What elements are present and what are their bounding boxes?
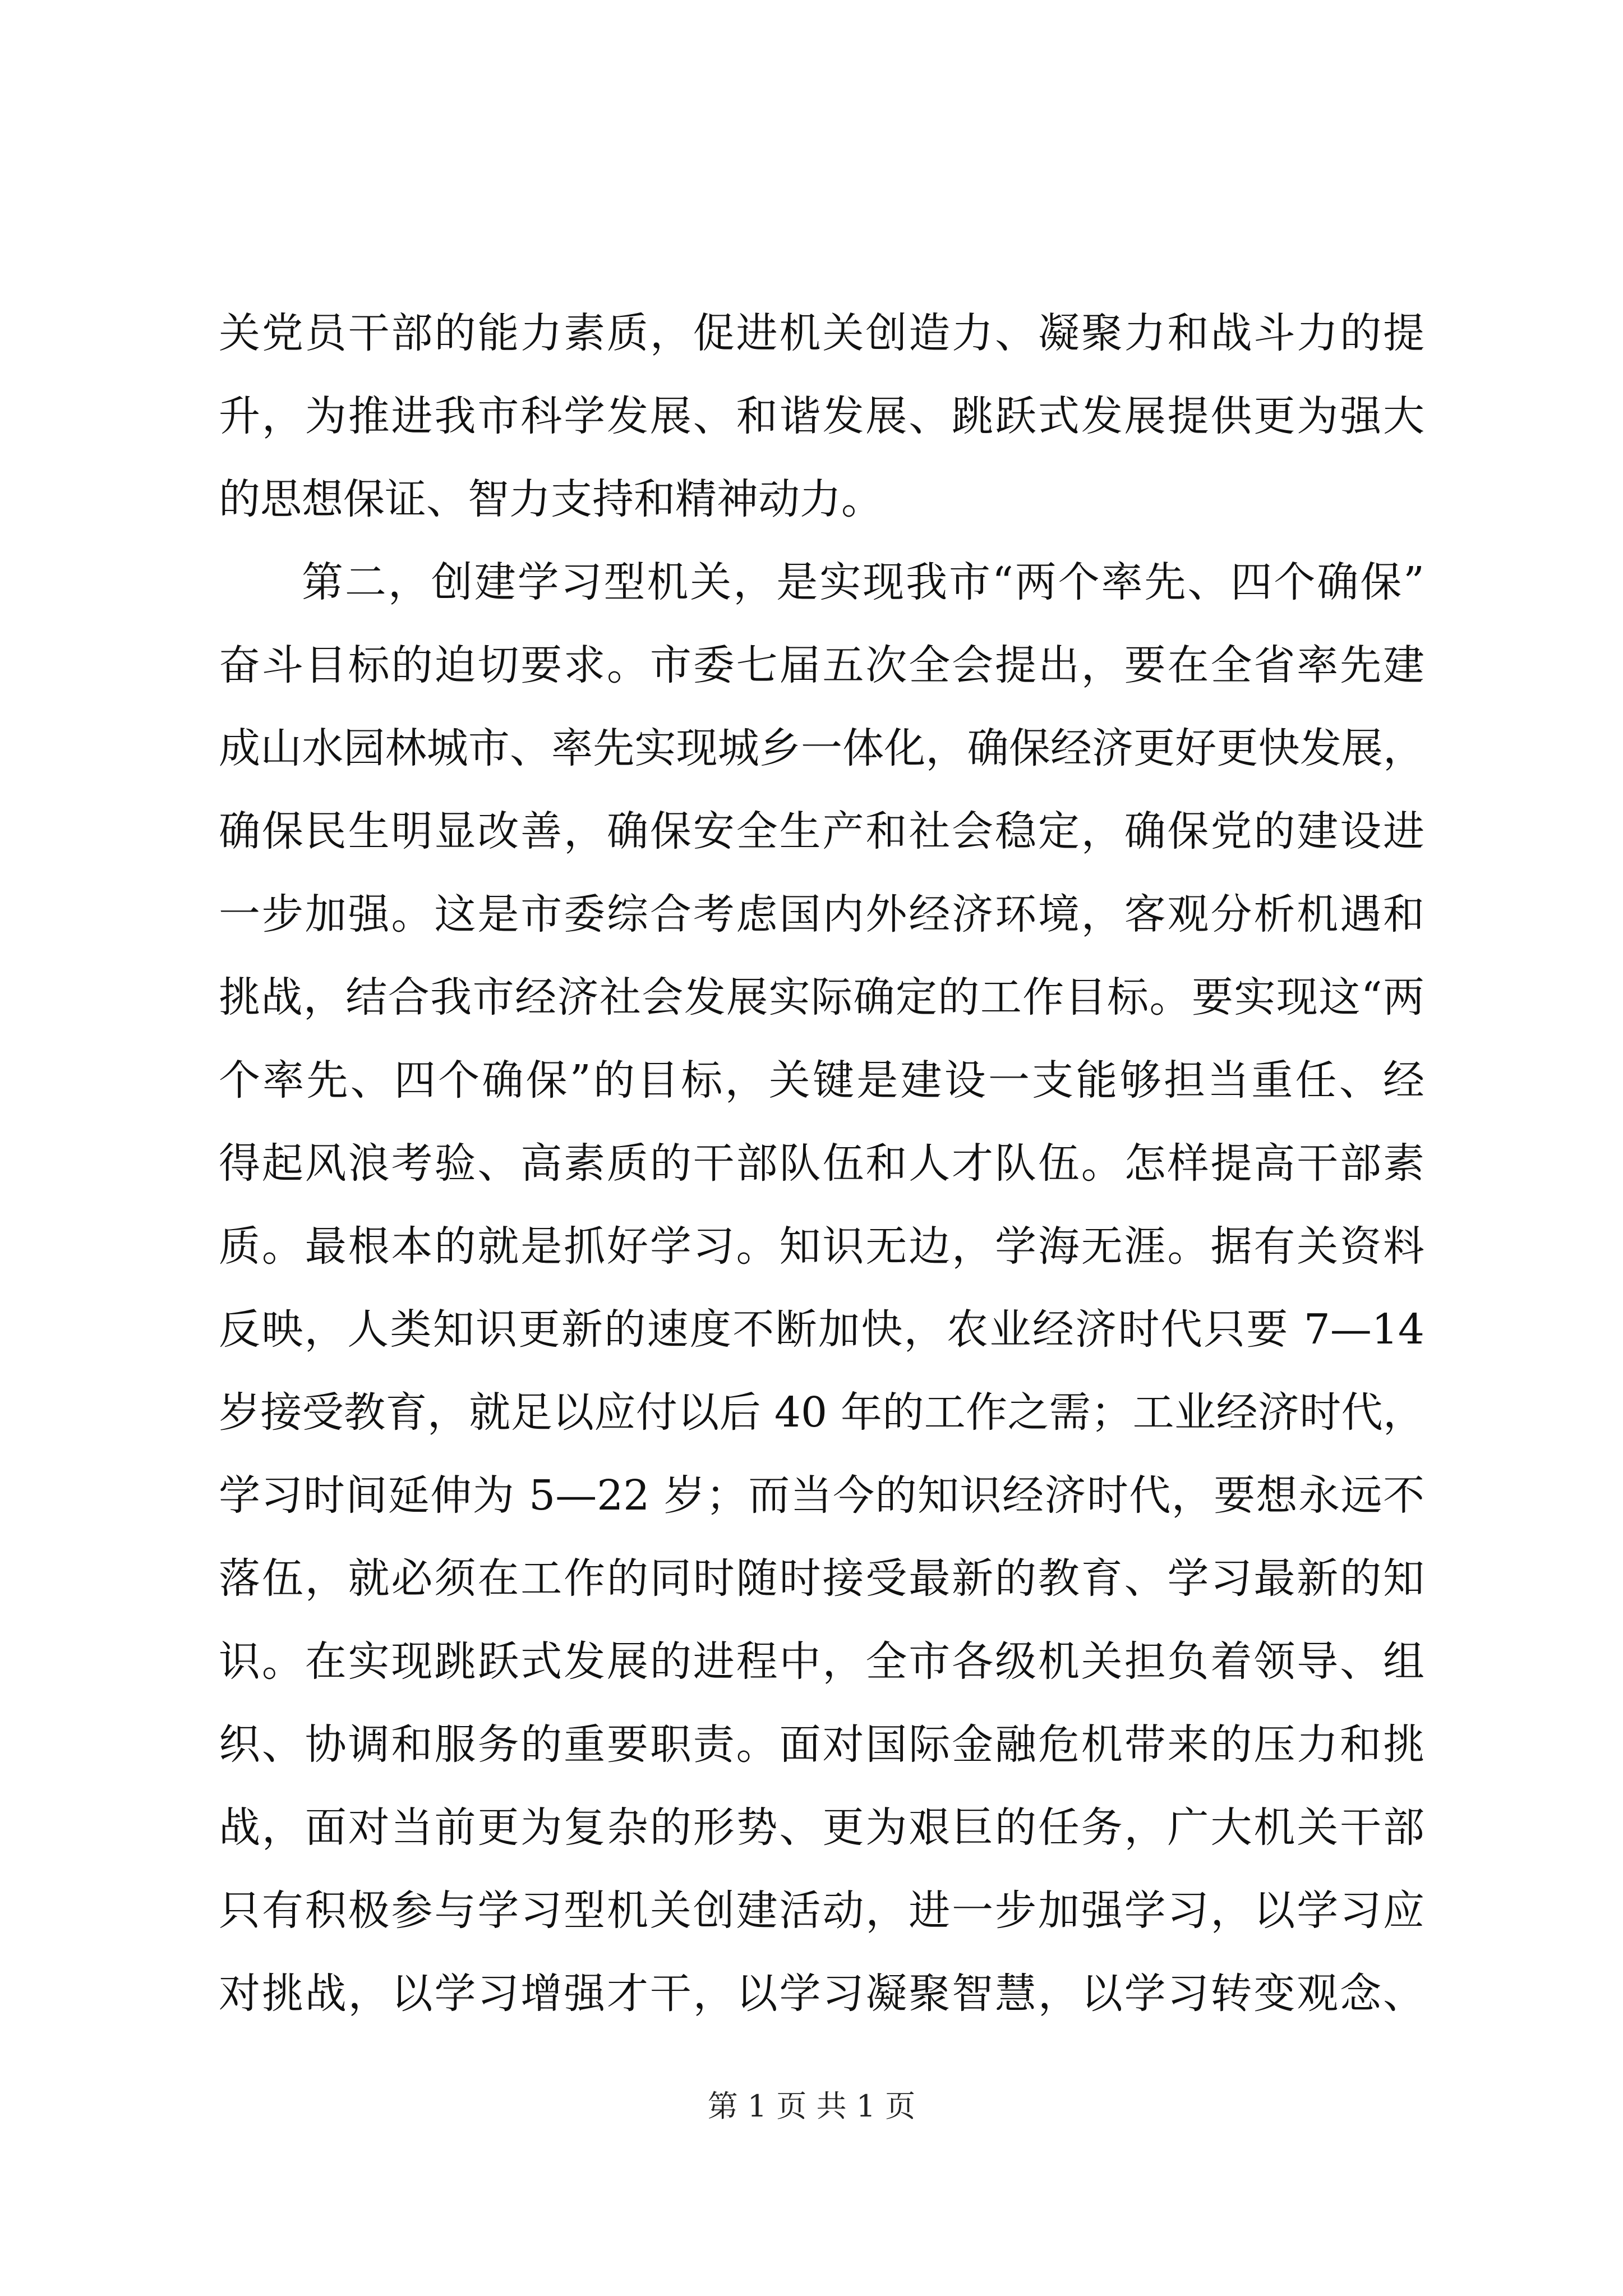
text-line: 落伍，就必须在工作的同时随时接受最新的教育、学习最新的知 — [219, 1554, 1424, 1603]
paragraph-first-line: 第二，创建学习型机关，是实现我市“两个率先、四个确保” — [302, 558, 1424, 606]
text-line: 识。在实现跳跃式发展的进程中，全市各级机关担负着领导、组 — [219, 1637, 1424, 1686]
text-line: 升，为推进我市科学发展、和谐发展、跳跃式发展提供更为强大 — [219, 392, 1424, 440]
text-line: 得起风浪考验、高素质的干部队伍和人才队伍。怎样提高干部素 — [219, 1139, 1424, 1188]
text-line: 挑战，结合我市经济社会发展实际确定的工作目标。要实现这“两 — [219, 973, 1424, 1022]
text-line: 奋斗目标的迫切要求。市委七届五次全会提出，要在全省率先建 — [219, 641, 1424, 689]
text-line: 一步加强。这是市委综合考虑国内外经济环境，客观分析机遇和 — [219, 890, 1424, 938]
text-line: 对挑战，以学习增强才干，以学习凝聚智慧，以学习转变观念、 — [219, 1970, 1424, 2018]
text-line: 反映，人类知识更新的速度不断加快，农业经济时代只要 7—14 — [219, 1305, 1424, 1354]
text-line: 关党员干部的能力素质，促进机关创造力、凝聚力和战斗力的提 — [219, 309, 1424, 357]
text-line: 的思想保证、智力支持和精神动力。 — [219, 475, 883, 523]
text-line: 个率先、四个确保”的目标，关键是建设一支能够担当重任、经 — [219, 1056, 1424, 1105]
text-line: 战，面对当前更为复杂的形势、更为艰巨的任务，广大机关干部 — [219, 1803, 1424, 1852]
text-line: 学习时间延伸为 5—22 岁；而当今的知识经济时代，要想永远不 — [219, 1471, 1424, 1520]
text-line: 确保民生明显改善，确保安全生产和社会稳定，确保党的建设进 — [219, 807, 1424, 855]
text-line: 织、协调和服务的重要职责。面对国际金融危机带来的压力和挑 — [219, 1720, 1424, 1769]
text-line: 只有积极参与学习型机关创建活动，进一步加强学习，以学习应 — [219, 1887, 1424, 1935]
text-line: 成山水园林城市、率先实现城乡一体化，确保经济更好更快发展， — [219, 724, 1424, 772]
page-footer: 第 1 页 共 1 页 — [707, 2088, 916, 2124]
text-line: 质。最根本的就是抓好学习。知识无边，学海无涯。据有关资料 — [219, 1222, 1424, 1271]
document-body — [219, 292, 1424, 2035]
text-line: 岁接受教育，就足以应付以后 40 年的工作之需；工业经济时代， — [219, 1388, 1424, 1437]
